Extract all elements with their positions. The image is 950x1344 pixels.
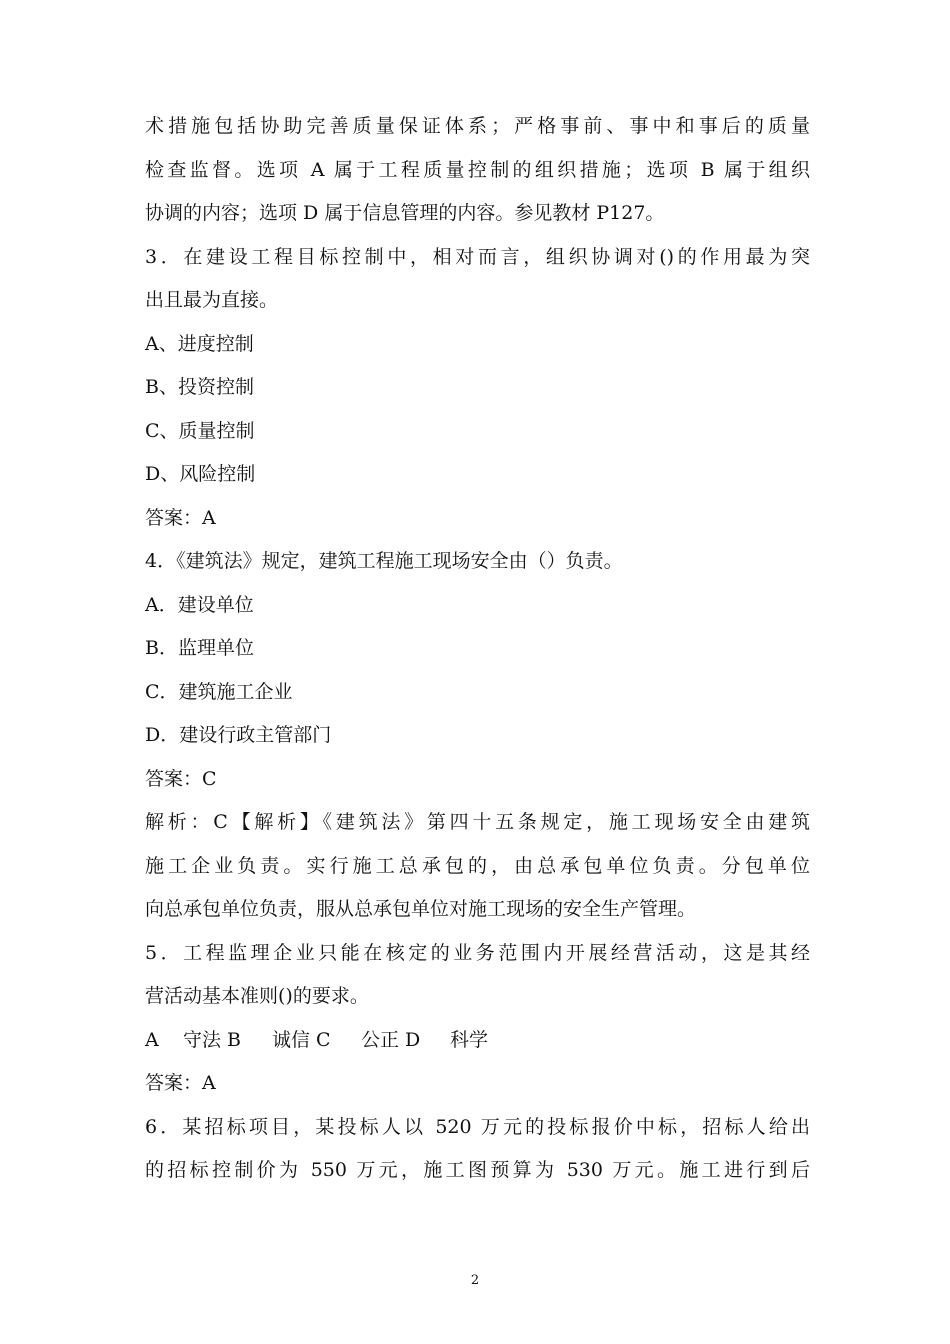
option-label: 守法 B [183,1028,242,1051]
text-line: 检查监督。选项 A 属于工程质量控制的组织措施；选项 B 属于组织 [145,158,810,181]
text-line: 3．在建设工程目标控制中，相对而言，组织协调对()的作用最为突 [145,245,810,268]
text-line: 5．工程监理企业只能在核定的业务范围内开展经营活动，这是其经 [145,941,810,964]
text-line: A、进度控制 [145,332,254,355]
text-line: 6．某招标项目，某投标人以 520 万元的投标报价中标，招标人给出 [145,1115,810,1138]
text-line: 的招标控制价为 550 万元，施工图预算为 530 万元。施工进行到后 [145,1159,810,1181]
text-line: 出且最为直接。 [145,289,279,311]
option-label: 科学 [450,1028,489,1051]
text-lines [145,105,810,1019]
text-line: 答案：C [145,767,217,790]
text-line: 营活动基本准则()的要求。 [145,985,369,1007]
option-label: A [145,1028,159,1051]
text-line: D．建设行政主管部门 [145,724,332,746]
text-line: 答案：A [145,1072,216,1094]
text-line: 答案：A [145,506,216,529]
option-label: 诚信 C [272,1028,331,1051]
text-line: D、风险控制 [145,463,256,485]
text-line: B、投资控制 [145,376,254,398]
text-line: C．建筑施工企业 [145,680,293,703]
options-row [145,1019,810,1063]
option-label: 公正 D [361,1028,421,1051]
text-line: 解析：C【解析】《建筑法》第四十五条规定，施工现场安全由建筑 [145,811,810,833]
document-body [145,105,810,1193]
text-line: 术措施包括协助完善质量保证体系；严格事前、事中和事后的质量 [145,115,810,137]
page-number: 2 [470,1273,480,1288]
text-line: 向总承包单位负责，服从总承包单位对施工现场的安全生产管理。 [145,898,697,920]
text-line: B．监理单位 [145,637,254,659]
text-line: A．建设单位 [145,593,254,616]
text-line: C、质量控制 [145,419,255,442]
text-line: 协调的内容；选项 D 属于信息管理的内容。参见教材 P127。 [145,202,665,224]
text-lines-after [145,1062,810,1193]
text-line: 4．《建筑法》规定，建筑工程施工现场安全由（）负责。 [145,550,623,572]
text-line: 施工企业负责。实行施工总承包的，由总承包单位负责。分包单位 [145,854,810,877]
